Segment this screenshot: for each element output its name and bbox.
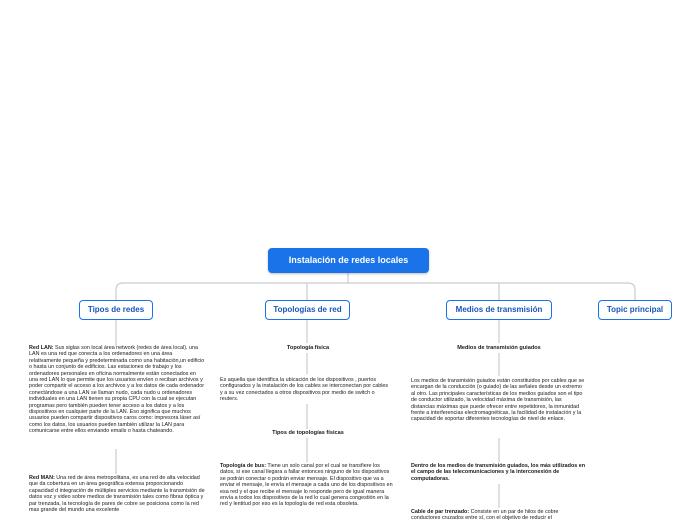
cable-par-text: Consiste en un par de hilos de cobre conductores cruzados entre sí, con el objetivo de reducir el bbox=[411, 509, 559, 520]
topologia-fisica-title[interactable]: Topología física bbox=[286, 345, 330, 351]
topologia-bus-text: Tiene un solo canal por el cual se transfiere los datos, si ese canal llegara a fallar entonces ninguno de los dispositivos se podrán conectar o podrán enviar mensaje. El dispositivo que va a enviar el mensaje, le envía el mensaje a cada uno de los dispositivos en esa red y el que recibe el mensaje lo responde pero de igual manera envía a todos los dispositivos de la red lo cual genera congestión en la red y lentitud por eso es la topología de red esta obsoleta. bbox=[220, 463, 393, 508]
central-topic[interactable]: Instalación de redes locales bbox=[268, 248, 429, 273]
note-topologia-bus[interactable] bbox=[220, 463, 396, 520]
note-red-lan[interactable] bbox=[29, 345, 206, 449]
topologia-bus-term: Topología de bus: bbox=[220, 463, 267, 469]
branch-topologias-de-red[interactable]: Topologías de red bbox=[265, 300, 350, 320]
branch-tipos-de-redes[interactable]: Tipos de redes bbox=[79, 300, 153, 320]
red-lan-term: Red LAN: bbox=[29, 345, 54, 351]
note-medios-mas-utilizados[interactable]: Dentro de los medios de transmisión guiados, los más utilizados en el campo de las telecomunicaciones y la interconexión de computadoras. bbox=[411, 463, 586, 482]
tipos-topologias-title[interactable]: Tipos de topologías físicas bbox=[272, 430, 344, 436]
note-red-man[interactable] bbox=[29, 475, 206, 520]
cable-par-term: Cable de par trenzado: bbox=[411, 509, 470, 515]
red-lan-text: Sus siglas son local área network (redes de área local). una LAN es una red que conecta a los ordenadores en una área relativamente pequeña y predeterminada como una habitación,un edificio o hasta un conjunto de edificios. Las estaciones de trabajo y los ordenadores personales en oficina normalmente están conectados en una red LAN lo que permite que los usuarios envíen o reciban archivos y poder compartir el acceso a los archivos y a los datos de cada ordenador conectándose a una LAN se llaman nudo, cada nudo u ordenadores individuales en una LAN tienen su propia CPU con la cual se ejecutan programas pero también pueden tener acceso a los datos y a los dispositivos en cualquier parte de la LAN. Eso significa que muchos usuarios pueden compartir dispositivos caros como: impresora láser así como los datos, los usuarios pueden también utilizar la LAN para comunicarse entre ellos enviando emails o hasta chateando. bbox=[29, 345, 205, 435]
red-man-text: Una red de área metropolitana, es una red de alta velocidad que da cobertura en un área geográfica extensa proporcionando capacidad d integración de múltiples servicios mediante la transmisión de datos voz y video sobre medios de transmisión tales como fibras óptica y par trenzada, la tecnología de pares de cobre se posiciona como la red mas grande del mundo una excelente bbox=[29, 475, 205, 514]
red-man-term: Red MAN: bbox=[29, 475, 55, 481]
note-cable-par-trenzado[interactable] bbox=[411, 509, 587, 520]
branch-topic-principal[interactable]: Topic principal bbox=[598, 300, 672, 320]
branch-medios-de-transmision[interactable]: Medios de transmisión bbox=[446, 300, 552, 320]
medios-guiados-title[interactable]: Medios de transmisión guiados bbox=[457, 345, 541, 351]
note-medios-guiados[interactable]: Los medios de transmisión guiados están constituidos por cables que se encargan de la conducción (o guiado) de las señales desde un extremo al otro. Las principales características de los medios guiados son el tipo de conductor utilizado, la velocidad máxima de transmisión, las distancias máximas que puede ofrecer entre repetidores, la inmunidad frente a interferencias electromagnéticas, la facilidad de instalación y la capacidad de soportar diferentes tecnologías de nivel de enlace. bbox=[411, 378, 585, 423]
note-topologia-fisica[interactable]: Es aquella que identifica la ubicación de los dispositivos , puertos configurados y la instalación de los cables se interconectan por cables y a su vez conectados a otros dispositivos por medio de switch o reuters. bbox=[220, 377, 389, 403]
